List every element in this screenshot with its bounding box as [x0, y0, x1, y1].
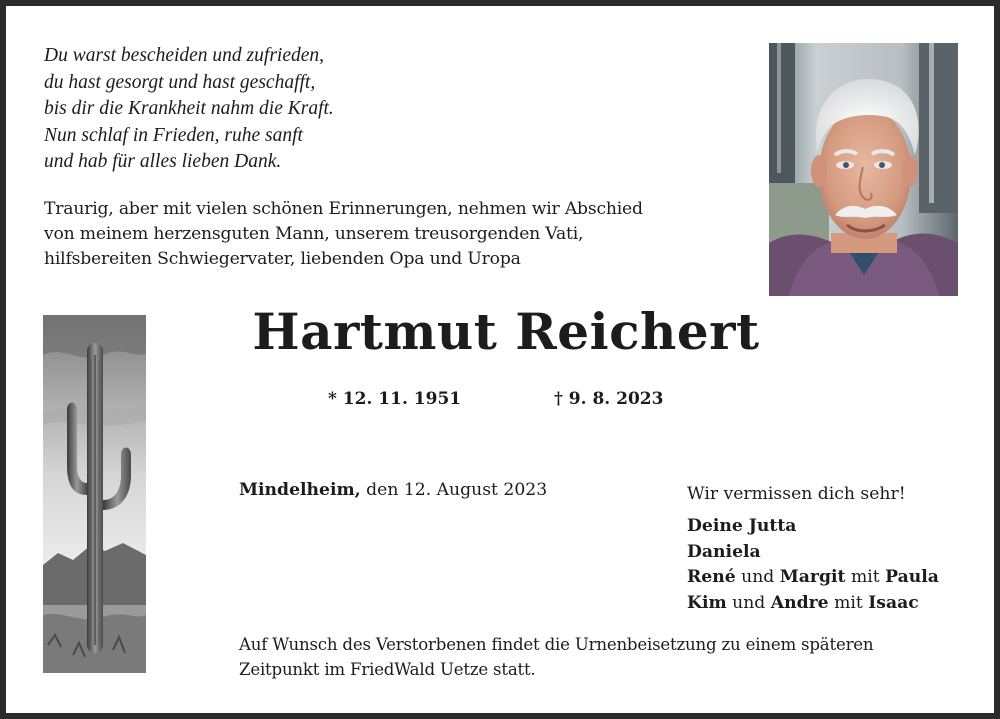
mourner-name: Kim: [687, 592, 727, 613]
place-name: Mindelheim,: [239, 480, 361, 500]
conjunction: und: [741, 567, 775, 587]
mourner-line: [687, 514, 939, 540]
mourner-name: Margit: [779, 567, 846, 587]
mourner-name: Paula: [885, 567, 939, 587]
miss-you-line: Wir vermissen dich sehr!: [687, 484, 906, 504]
memorial-poem: [44, 43, 334, 176]
mourner-line: [687, 565, 939, 591]
conjunction: mit: [834, 592, 863, 613]
mourner-name: Andre: [770, 592, 829, 613]
conjunction: mit: [850, 567, 880, 587]
burial-note-line: Zeitpunkt im FriedWald Uetze statt.: [239, 659, 536, 679]
mourner-line: [687, 540, 939, 566]
death-date: † 9. 8. 2023: [554, 389, 664, 409]
burial-note-line: Auf Wunsch des Verstorbenen findet die Urnenbeisetzung zu einem späteren: [239, 635, 874, 654]
mourners-list: [687, 514, 939, 616]
cactus-photo: [43, 315, 146, 673]
poem-line: bis dir die Krankheit nahm die Kraft.: [44, 98, 334, 119]
mourner-name: Daniela: [687, 541, 761, 562]
mourner-line: [687, 591, 939, 617]
mourner-name: René: [687, 567, 736, 587]
burial-note: [239, 633, 873, 682]
intro-line: von meinem herzensguten Mann, unserem treusorgenden Vati,: [44, 224, 584, 244]
notice-date: den 12. August 2023: [366, 480, 548, 500]
mourner-name: Isaac: [868, 592, 919, 613]
mourner-name: Deine Jutta: [687, 516, 797, 536]
birth-date: * 12. 11. 1951: [328, 389, 462, 409]
poem-line: du hast gesorgt und hast geschafft,: [44, 71, 316, 93]
intro-line: Traurig, aber mit vielen schönen Erinnerungen, nehmen wir Abschied: [44, 199, 643, 219]
conjunction: und: [732, 592, 766, 613]
poem-line: Du warst bescheiden und zufrieden,: [44, 45, 325, 66]
poem-line: und hab für alles lieben Dank.: [44, 151, 282, 172]
intro-line: hilfsbereiten Schwiegervater, liebenden Opa und Uropa: [44, 249, 521, 269]
deceased-name: Hartmut Reichert: [252, 302, 760, 361]
portrait-photo: [769, 43, 958, 296]
poem-line: Nun schlaf in Frieden, ruhe sanft: [44, 124, 303, 146]
intro-text: [44, 197, 643, 272]
place-date: [239, 480, 547, 500]
